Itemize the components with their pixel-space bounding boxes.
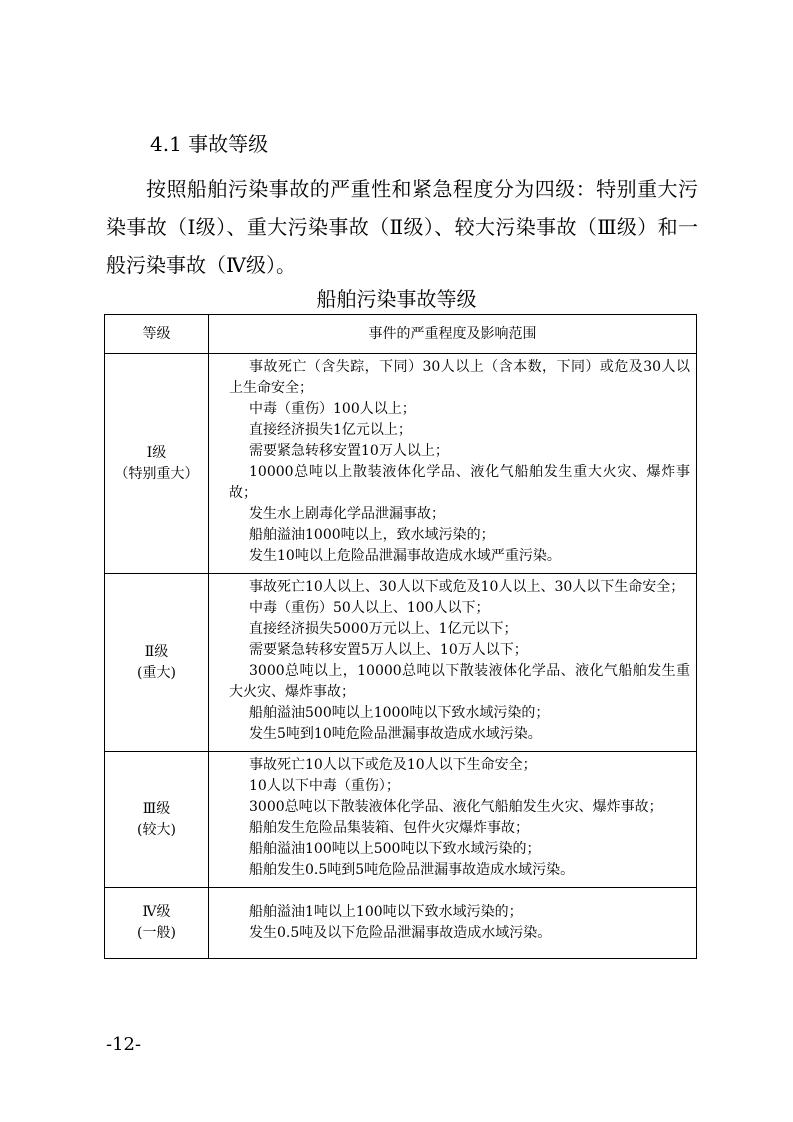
table-row bbox=[105, 888, 697, 959]
scope-item: 事故死亡10人以下或危及10人以下生命安全； bbox=[249, 757, 537, 773]
page-number: -12- bbox=[106, 1034, 142, 1055]
grade-level: Ⅱ级 bbox=[144, 643, 169, 660]
scope-item: 发生5吨到10吨危险品泄漏事故造成水域污染。 bbox=[249, 726, 542, 742]
scope-item: 船舶溢油100吨以上500吨以下致水域污染的； bbox=[249, 841, 541, 857]
scope-cell bbox=[209, 888, 697, 959]
scope-cell bbox=[209, 752, 697, 888]
scope-item: 船舶溢油1吨以上100吨以下致水域污染的； bbox=[249, 904, 523, 920]
scope-item: 3000总吨以上，10000总吨以下散装液体化学品、液化气船舶发生重大火灾、爆炸事故； bbox=[229, 663, 690, 700]
scope-item: 10人以下中毒（重伤）； bbox=[249, 778, 400, 794]
table-caption: 船舶污染事故等级 bbox=[316, 287, 477, 311]
header-scope: 事件的严重程度及影响范围 bbox=[209, 315, 697, 354]
scope-cell bbox=[209, 354, 697, 574]
scope-item: 直接经济损失1亿元以上； bbox=[249, 422, 412, 438]
scope-item: 事故死亡（含失踪，下同）30人以上（含本数，下同）或危及30人以上生命安全； bbox=[229, 359, 690, 396]
scope-item: 发生0.5吨及以下危险品泄漏事故造成水域污染。 bbox=[249, 925, 552, 941]
scope-item: 船舶溢油1000吨以上，致水域污染的； bbox=[249, 527, 495, 543]
grade-label: (较大) bbox=[137, 821, 176, 838]
scope-item: 10000总吨以上散装液体化学品、液化气船舶发生重大火灾、爆炸事故； bbox=[229, 464, 690, 501]
incident-grade-table bbox=[104, 314, 697, 959]
grade-level: Ⅳ级 bbox=[142, 904, 171, 920]
grade-label: （特别重大） bbox=[114, 465, 199, 482]
scope-item: 直接经济损失5000万元以上、1亿元以下； bbox=[249, 621, 518, 637]
grade-cell bbox=[105, 752, 209, 888]
scope-item: 船舶发生0.5吨到5吨危险品泄漏事故造成水域污染。 bbox=[249, 862, 575, 878]
scope-item: 船舶溢油500吨以上1000吨以下致水域污染的； bbox=[249, 705, 550, 721]
grade-cell bbox=[105, 574, 209, 752]
scope-item: 事故死亡10人以上、30人以下或危及10人以上、30人以下生命安全； bbox=[249, 579, 685, 595]
header-grade: 等级 bbox=[105, 315, 209, 354]
table-row bbox=[105, 574, 697, 752]
grade-label: (重大) bbox=[137, 664, 176, 681]
section-heading: 4.1 事故等级 bbox=[150, 132, 269, 156]
scope-item: 船舶发生危险品集装箱、包件火灾爆炸事故； bbox=[249, 820, 529, 836]
intro-paragraph: 按照船舶污染事故的严重性和紧急程度分为四级：特别重大污染事故（Ⅰ级）、重大污染事故（Ⅱ级）、较大污染事故（Ⅲ级）和一般污染事故（Ⅳ级）。 bbox=[106, 177, 698, 277]
scope-item: 中毒（重伤）50人以上、100人以下； bbox=[249, 600, 490, 616]
grade-level: Ⅲ级 bbox=[142, 800, 171, 817]
scope-item: 需要紧急转移安置10万人以上； bbox=[249, 443, 449, 459]
scope-cell bbox=[209, 574, 697, 752]
scope-item: 3000总吨以下散装液体化学品、液化气船舶发生火灾、爆炸事故； bbox=[249, 799, 663, 815]
table-header-row bbox=[105, 315, 697, 354]
grade-cell bbox=[105, 354, 209, 574]
scope-item: 中毒（重伤）100人以上； bbox=[249, 401, 416, 417]
table-row bbox=[105, 354, 697, 574]
scope-item: 需要紧急转移安置5万人以上、10万人以下； bbox=[249, 642, 528, 658]
scope-item: 发生水上剧毒化学品泄漏事故； bbox=[249, 506, 445, 522]
grade-level: Ⅰ级 bbox=[146, 444, 167, 461]
grade-label: (一般) bbox=[137, 925, 176, 941]
table-row bbox=[105, 752, 697, 888]
scope-item: 发生10吨以上危险品泄漏事故造成水域严重污染。 bbox=[249, 548, 561, 564]
grade-cell bbox=[105, 888, 209, 959]
